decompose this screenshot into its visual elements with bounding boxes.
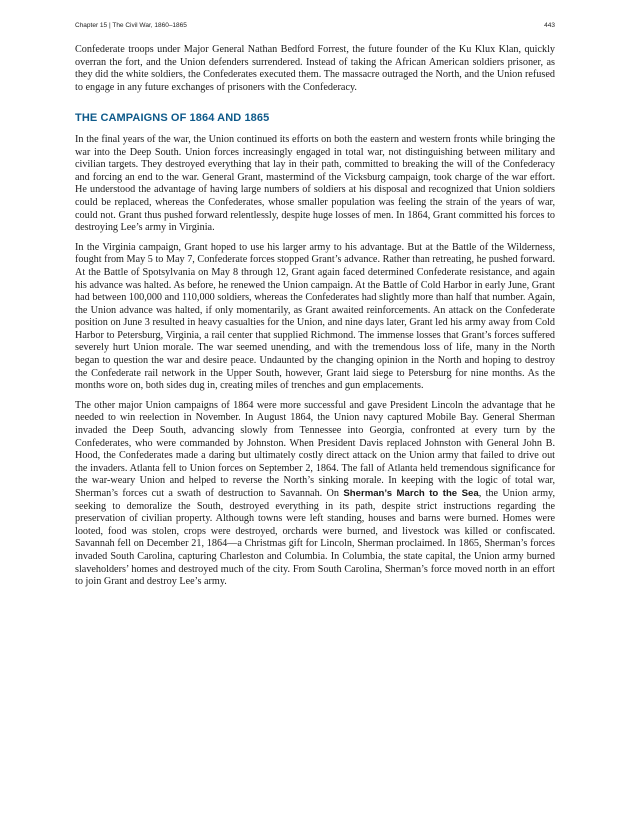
key-term-shermans-march: Sherman’s March to the Sea	[343, 488, 479, 499]
section-heading: THE CAMPAIGNS OF 1864 AND 1865	[75, 112, 270, 125]
paragraph-3-text-start: The other major Union campaigns of 1864 were more successful and gave President Lincoln the advantage that he needed to win reelection in November. In August 1864, the Union navy captured Mobile Bay. General Sherman invaded the Deep South, advancing slowly from Tennessee into Georgia, confronted at every turn by the Confederates, who were commanded by Johnston. When President Davis replaced Johnston with General John B. Hood, the Confederates made a daring but ultimately costly direct attack on the Union army that failed to drive out the invaders. Atlanta fell to Union forces on September 2, 1864. The fall of Atlanta held tremendous significance for the war-weary Union and helped to reverse the North’s sinking morale. In keeping with the logic of total war, Sherman’s forces cut a swath of destruction to Savannah. On	[75, 399, 555, 499]
intro-paragraph: Confederate troops under Major General Nathan Bedford Forrest, the future founder of the Ku Klux Klan, quickly overran the fort, and the Union defenders surrendered. Instead of taking the African American soldiers prisoner, as they did the white soldiers, the Confederates executed them. The massacre outraged the North, and the Union refused to engage in any future exchanges of prisoners with the Confederacy.	[75, 44, 555, 93]
running-header	[75, 22, 555, 29]
paragraph-3-text-end: , the Union army, seeking to demoralize the South, destroyed everything in its path, despite strict instructions regarding the preservation of civilian property. Although towns were left standing, houses and barns were burned. Homes were looted, food was stolen, crops were destroyed, orchards were burned, and livestock was killed or confiscated. Savannah fell on December 21, 1864—a Christmas gift for Lincoln, Sherman proclaimed. In 1865, Sherman’s forces invaded South Carolina, capturing Charleston and Columbia. In Columbia, the state capital, the Union army burned slaveholders’ homes and destroyed much of the city. From South Carolina, Sherman’s force moved north in an effort to join Grant and destroy Lee’s army.	[75, 488, 555, 588]
chapter-label: Chapter 15 | The Civil War, 1860–1865	[75, 22, 187, 29]
page-content	[75, 44, 555, 596]
section-paragraph-1: In the final years of the war, the Union continued its efforts on both the eastern and western fronts while bringing the war into the Deep South. Union forces increasingly engaged in total war, not distinguishing between military and civilian targets. They destroyed everything that lay in their path, committed to breaking the will of the Confederacy and forcing an end to the war. General Grant, mastermind of the Vicksburg campaign, took charge of the war effort. He understood the advantage of having large numbers of soldiers at his disposal and recognized that Union soldiers could be replaced, whereas the Confederates, whose smaller population was feeling the strain of the years of war, could not. Grant thus pushed forward relentlessly, despite huge losses of men. In 1864, Grant committed his forces to destroying Lee’s army in Virginia.	[75, 133, 555, 234]
section-paragraph-2: In the Virginia campaign, Grant hoped to use his larger army to his advantage. But at the Battle of the Wilderness, fought from May 5 to May 7, Confederate forces stopped Grant’s advance. Rather than retreating, he pushed forward. At the Battle of Spotsylvania on May 8 through 12, Grant again faced determined Confederate resistance, and again his advance was halted. As before, he renewed the Union campaign. At the Battle of Cold Harbor in early June, Grant had between 100,000 and 110,000 soldiers, whereas the Confederates had slightly more than half that number. Again, the Union advance was halted, if only momentarily, as Grant awaited reinforcements. An attack on the Confederate position on June 3 resulted in heavy casualties for the Union, and nine days later, Grant led his army away from Cold Harbor to Petersburg, Virginia, a rail center that supplied Richmond. The immense losses that Grant’s forces suffered severely hurt Union morale. The war seemed unending, and with the tremendous loss of life, many in the North began to question the war and desire peace. Undaunted by the changing opinion in the North and hoping to destroy the Confederate rail network in the Upper South, however, Grant laid siege to Petersburg for nine months. As the months wore on, both sides dug in, creating miles of trenches and gun emplacements.	[75, 241, 555, 392]
section-paragraph-3	[75, 400, 555, 589]
page-number: 443	[544, 22, 555, 29]
